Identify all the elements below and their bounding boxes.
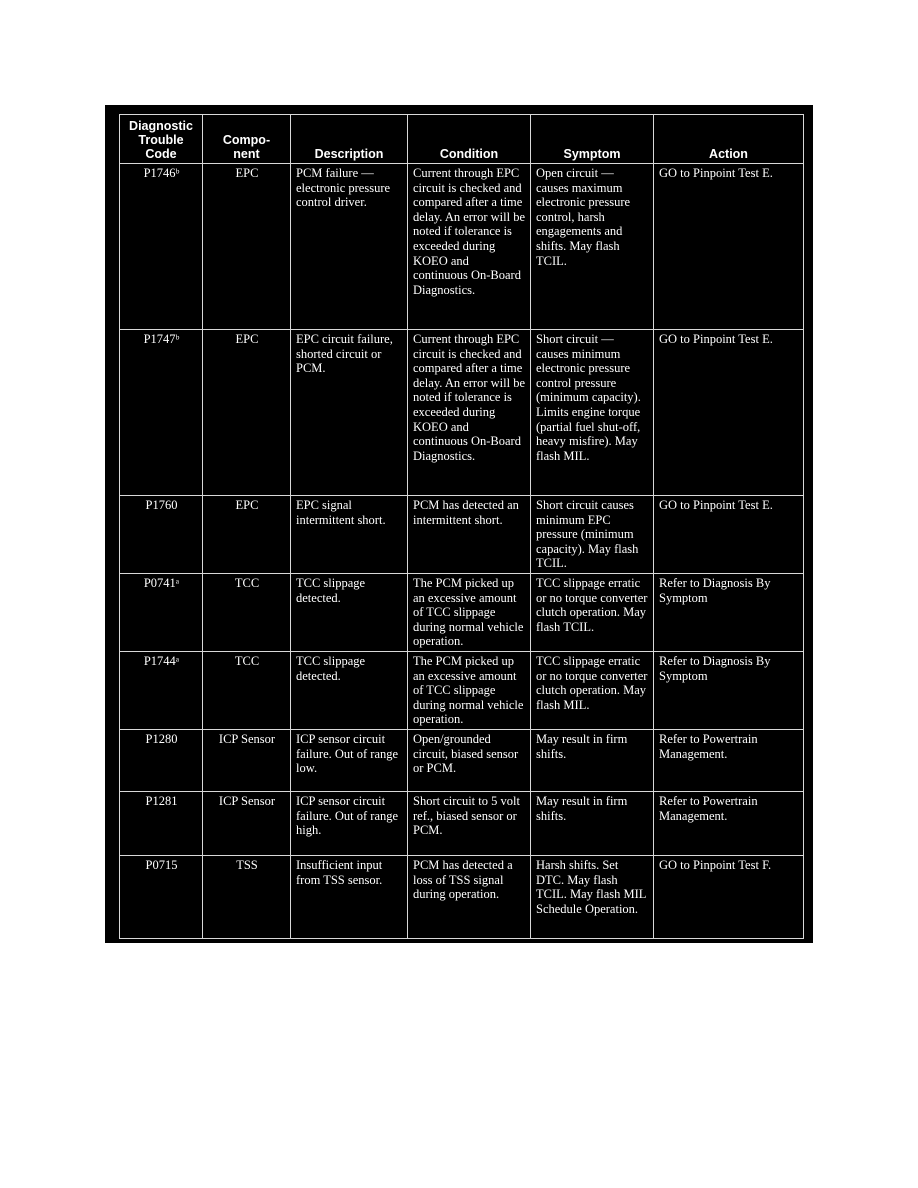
dtc-code-cell: P1746ᵇ xyxy=(120,164,203,330)
symptom-cell: Short circuit — causes minimum electronic pressure control pressure (minimum capacity). Limits engine torque (partial fuel shut-off, heavy misfire). May flash MIL. xyxy=(531,330,654,496)
col-header-action: Action xyxy=(654,115,804,164)
symptom-cell: Harsh shifts. Set DTC. May flash TCIL. May flash MIL Schedule Operation. xyxy=(531,856,654,939)
col-header-code: Diagnostic Trouble Code xyxy=(120,115,203,164)
symptom-cell: TCC slippage erratic or no torque converter clutch operation. May flash MIL. xyxy=(531,652,654,730)
dtc-code-cell: P1744ᵃ xyxy=(120,652,203,730)
table-row xyxy=(120,330,804,496)
col-header-description: Description xyxy=(291,115,408,164)
description-cell: ICP sensor circuit failure. Out of range high. xyxy=(291,792,408,856)
dtc-code-cell: P1760 xyxy=(120,496,203,574)
description-cell: PCM failure — electronic pressure control driver. xyxy=(291,164,408,330)
condition-cell: PCM has detected an intermittent short. xyxy=(408,496,531,574)
description-cell: TCC slippage detected. xyxy=(291,652,408,730)
symptom-cell: Open circuit — causes maximum electronic pressure control, harsh engagements and shifts. May flash TCIL. xyxy=(531,164,654,330)
description-cell: TCC slippage detected. xyxy=(291,574,408,652)
component-cell: EPC xyxy=(203,496,291,574)
component-cell: TCC xyxy=(203,652,291,730)
dtc-code-cell: P1280 xyxy=(120,730,203,792)
description-cell: EPC signal intermittent short. xyxy=(291,496,408,574)
table-row xyxy=(120,856,804,939)
table-row xyxy=(120,574,804,652)
action-cell: GO to Pinpoint Test F. xyxy=(654,856,804,939)
condition-cell: Open/grounded circuit, biased sensor or PCM. xyxy=(408,730,531,792)
action-cell: GO to Pinpoint Test E. xyxy=(654,496,804,574)
description-cell: Insufficient input from TSS sensor. xyxy=(291,856,408,939)
dtc-code-cell: P0715 xyxy=(120,856,203,939)
condition-cell: Short circuit to 5 volt ref., biased sensor or PCM. xyxy=(408,792,531,856)
action-cell: Refer to Powertrain Management. xyxy=(654,730,804,792)
condition-cell: Current through EPC circuit is checked and compared after a time delay. An error will be noted if tolerance is exceeded during KOEO and continuous On-Board Diagnostics. xyxy=(408,164,531,330)
condition-cell: Current through EPC circuit is checked and compared after a time delay. An error will be noted if tolerance is exceeded during KOEO and continuous On-Board Diagnostics. xyxy=(408,330,531,496)
table-row xyxy=(120,730,804,792)
table-header-row xyxy=(120,115,804,164)
component-cell: EPC xyxy=(203,164,291,330)
table-row xyxy=(120,164,804,330)
symptom-cell: TCC slippage erratic or no torque converter clutch operation. May flash TCIL. xyxy=(531,574,654,652)
action-cell: Refer to Powertrain Management. xyxy=(654,792,804,856)
table-row xyxy=(120,652,804,730)
component-cell: ICP Sensor xyxy=(203,730,291,792)
symptom-cell: Short circuit causes minimum EPC pressure (minimum capacity). May flash TCIL. xyxy=(531,496,654,574)
dtc-code-cell: P0741ᵃ xyxy=(120,574,203,652)
dtc-code-cell: P1281 xyxy=(120,792,203,856)
condition-cell: The PCM picked up an excessive amount of TCC slippage during normal vehicle operation. xyxy=(408,574,531,652)
condition-cell: PCM has detected a loss of TSS signal during operation. xyxy=(408,856,531,939)
symptom-cell: May result in firm shifts. xyxy=(531,792,654,856)
component-cell: ICP Sensor xyxy=(203,792,291,856)
dtc-table xyxy=(119,114,804,939)
action-cell: GO to Pinpoint Test E. xyxy=(654,330,804,496)
col-header-condition: Condition xyxy=(408,115,531,164)
action-cell: GO to Pinpoint Test E. xyxy=(654,164,804,330)
component-cell: TSS xyxy=(203,856,291,939)
description-cell: EPC circuit failure, shorted circuit or PCM. xyxy=(291,330,408,496)
component-cell: TCC xyxy=(203,574,291,652)
table-row xyxy=(120,496,804,574)
dtc-code-cell: P1747ᵇ xyxy=(120,330,203,496)
condition-cell: The PCM picked up an excessive amount of TCC slippage during normal vehicle operation. xyxy=(408,652,531,730)
action-cell: Refer to Diagnosis By Symptom xyxy=(654,574,804,652)
action-cell: Refer to Diagnosis By Symptom xyxy=(654,652,804,730)
col-header-symptom: Symptom xyxy=(531,115,654,164)
table-row xyxy=(120,792,804,856)
symptom-cell: May result in firm shifts. xyxy=(531,730,654,792)
dtc-table-panel xyxy=(105,105,813,943)
description-cell: ICP sensor circuit failure. Out of range low. xyxy=(291,730,408,792)
component-cell: EPC xyxy=(203,330,291,496)
col-header-component: Compo- nent xyxy=(203,115,291,164)
